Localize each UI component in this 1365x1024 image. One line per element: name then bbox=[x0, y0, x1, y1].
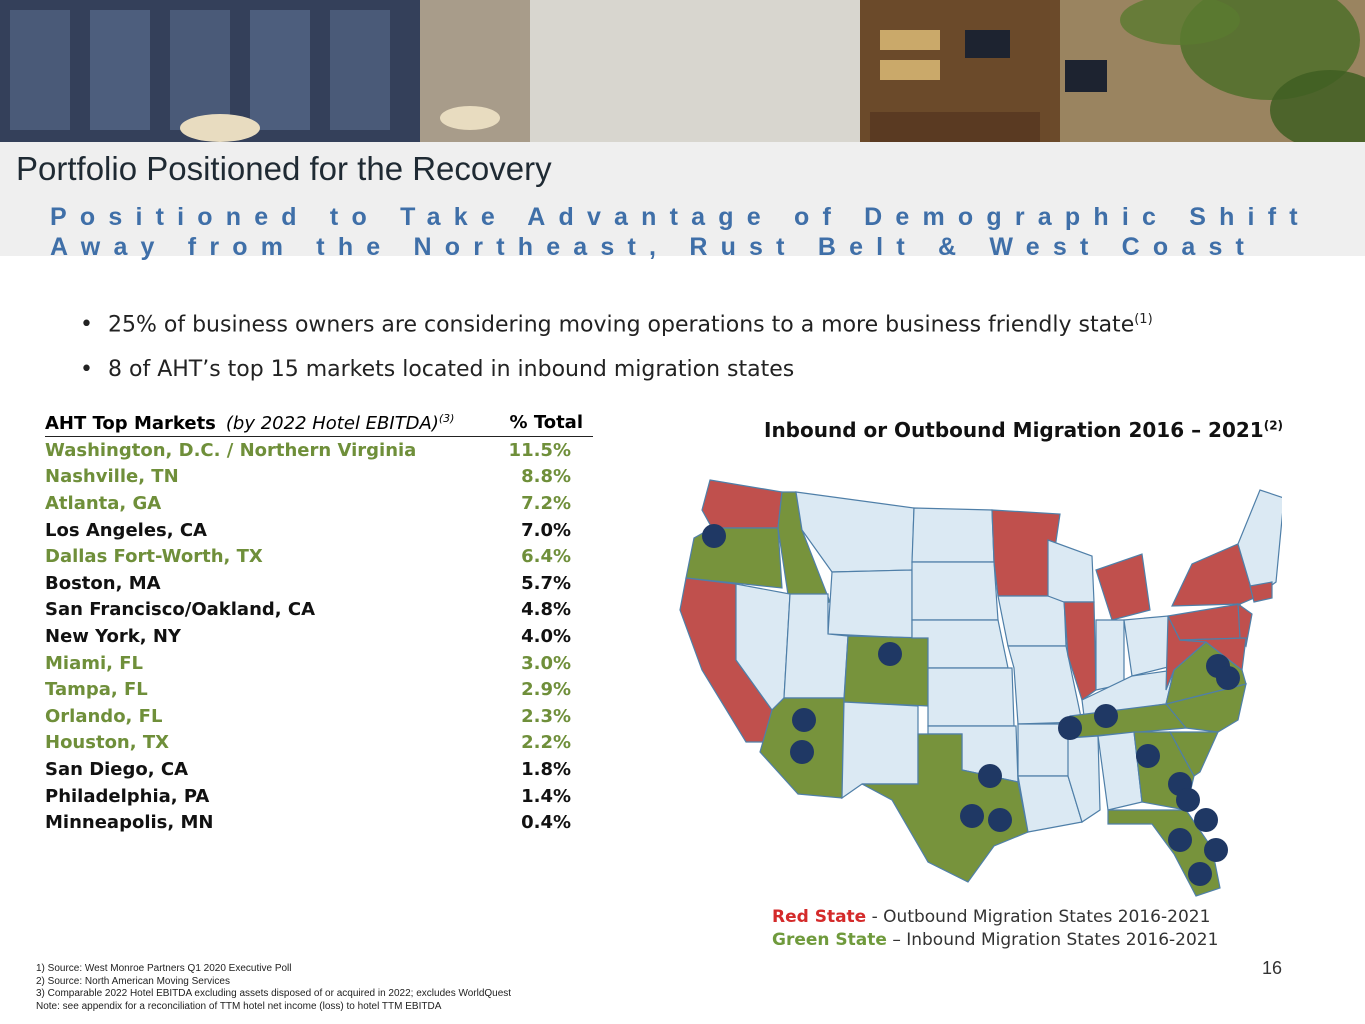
market-name: Tampa, FL bbox=[45, 679, 148, 701]
hotel-marker bbox=[978, 764, 1002, 788]
market-row bbox=[45, 517, 593, 544]
header-photo bbox=[0, 0, 1365, 145]
market-row bbox=[45, 464, 593, 491]
legend-green bbox=[772, 929, 1218, 952]
state-ohio bbox=[1124, 616, 1172, 676]
state-michigan bbox=[1096, 554, 1150, 620]
page-subtitle: Positioned to Take Advantage of Demographic Shift Away from the Northeast, Rust Belt & West Coast bbox=[50, 203, 1311, 261]
market-row bbox=[45, 756, 593, 783]
hotel-marker bbox=[1058, 716, 1082, 740]
bullet-list bbox=[80, 312, 1153, 402]
bullet-note: (1) bbox=[1134, 312, 1153, 327]
market-name: Miami, FL bbox=[45, 652, 144, 674]
bullet-item bbox=[80, 312, 1153, 337]
hotel-marker bbox=[1188, 862, 1212, 886]
legend-red bbox=[772, 906, 1218, 929]
market-name: Dallas Fort-Worth, TX bbox=[45, 546, 263, 568]
market-pct: 3.0% bbox=[521, 652, 571, 674]
markets-header-label: AHT Top Markets bbox=[45, 413, 216, 434]
state-north-dakota bbox=[912, 508, 994, 562]
market-name: Washington, D.C. / Northern Virginia bbox=[45, 439, 417, 461]
hotel-marker bbox=[1136, 744, 1160, 768]
legend-green-text: – Inbound Migration States 2016-2021 bbox=[886, 930, 1219, 950]
market-row bbox=[45, 490, 593, 517]
bullet-dot: • bbox=[80, 312, 93, 337]
market-row bbox=[45, 703, 593, 730]
map-title bbox=[764, 418, 1283, 442]
market-name: Atlanta, GA bbox=[45, 492, 162, 514]
markets-table bbox=[45, 412, 593, 836]
bullet-text: 8 of AHT’s top 15 markets located in inbound migration states bbox=[108, 357, 795, 383]
market-pct: 2.2% bbox=[521, 732, 571, 754]
market-name: Orlando, FL bbox=[45, 705, 163, 727]
market-row bbox=[45, 543, 593, 570]
market-row bbox=[45, 676, 593, 703]
market-pct: 7.2% bbox=[521, 492, 571, 514]
hotel-marker bbox=[790, 740, 814, 764]
footnote: 3) Comparable 2022 Hotel EBITDA excluding assets disposed of or acquired in 2022; excludes WorldQuest bbox=[36, 988, 512, 999]
market-row bbox=[45, 809, 593, 836]
footnotes bbox=[36, 963, 511, 1013]
state-oregon bbox=[686, 528, 782, 588]
state-indiana bbox=[1096, 620, 1124, 690]
market-pct: 11.5% bbox=[508, 439, 571, 461]
hotel-marker bbox=[1204, 838, 1228, 862]
hotel-marker bbox=[792, 708, 816, 732]
page-number: 16 bbox=[1262, 958, 1283, 978]
market-pct: 0.4% bbox=[521, 812, 571, 834]
state-washington bbox=[702, 480, 782, 528]
hotel-marker bbox=[988, 808, 1012, 832]
hotel-marker bbox=[1094, 704, 1118, 728]
market-row bbox=[45, 650, 593, 677]
legend-red-text: - Outbound Migration States 2016-2021 bbox=[866, 907, 1211, 927]
hotel-marker bbox=[878, 642, 902, 666]
map-legend bbox=[772, 906, 1218, 952]
market-pct: 1.8% bbox=[521, 758, 571, 780]
market-name: Philadelphia, PA bbox=[45, 785, 210, 807]
legend-red-label: Red State bbox=[772, 907, 867, 927]
footnote: 1) Source: West Monroe Partners Q1 2020 Executive Poll bbox=[36, 963, 292, 974]
market-pct: 1.4% bbox=[521, 785, 571, 807]
market-pct: 7.0% bbox=[521, 519, 571, 541]
state-south-dakota bbox=[912, 562, 998, 620]
page-title: Portfolio Positioned for the Recovery bbox=[16, 150, 552, 187]
market-row bbox=[45, 783, 593, 810]
map-title-note: (2) bbox=[1263, 418, 1284, 433]
markets-header-note: (3) bbox=[438, 412, 455, 425]
state-wisconsin bbox=[1048, 540, 1094, 602]
hotel-marker bbox=[1176, 788, 1200, 812]
market-name: Nashville, TN bbox=[45, 466, 179, 488]
market-row bbox=[45, 730, 593, 757]
hotel-marker bbox=[702, 524, 726, 548]
market-row bbox=[45, 570, 593, 597]
state-iowa bbox=[998, 596, 1066, 646]
state-wyoming bbox=[828, 570, 912, 638]
markets-header-pct: % Total bbox=[509, 412, 583, 433]
legend-green-label: Green State bbox=[772, 930, 887, 950]
state-kansas bbox=[928, 668, 1014, 726]
market-pct: 2.3% bbox=[521, 705, 571, 727]
hotel-marker bbox=[960, 804, 984, 828]
hotel-marker bbox=[1194, 808, 1218, 832]
market-name: Houston, TX bbox=[45, 732, 170, 754]
market-name: Boston, MA bbox=[45, 572, 161, 594]
market-pct: 4.8% bbox=[521, 599, 571, 621]
bullet-dot: • bbox=[80, 357, 93, 383]
market-row bbox=[45, 623, 593, 650]
markets-header-left bbox=[45, 412, 454, 436]
hotel-marker bbox=[1168, 828, 1192, 852]
markets-table-body bbox=[45, 437, 593, 836]
market-name: San Diego, CA bbox=[45, 758, 189, 780]
market-row bbox=[45, 437, 593, 464]
market-pct: 8.8% bbox=[521, 466, 571, 488]
market-row bbox=[45, 597, 593, 624]
market-pct: 6.4% bbox=[521, 546, 571, 568]
footnote: Note: see appendix for a reconciliation of TTM hotel net income (loss) to hotel TTM EBITDA bbox=[36, 1000, 442, 1012]
market-name: Los Angeles, CA bbox=[45, 519, 207, 541]
footnote: 2) Source: North American Moving Services bbox=[36, 975, 230, 987]
us-migration-map bbox=[672, 470, 1282, 905]
bullet-text: 25% of business owners are considering moving operations to a more business friendly state bbox=[108, 312, 1135, 338]
market-pct: 2.9% bbox=[521, 679, 571, 701]
market-name: New York, NY bbox=[45, 625, 181, 647]
markets-table-header bbox=[45, 412, 593, 437]
market-name: San Francisco/Oakland, CA bbox=[45, 599, 316, 621]
hotel-marker bbox=[1216, 666, 1240, 690]
state-connecticut bbox=[1250, 582, 1272, 602]
state-pennsylvania bbox=[1168, 604, 1246, 640]
market-pct: 5.7% bbox=[521, 572, 571, 594]
market-pct: 4.0% bbox=[521, 625, 571, 647]
bullet-item bbox=[80, 357, 1153, 382]
markets-header-sub: (by 2022 Hotel EBITDA) bbox=[225, 413, 439, 434]
market-name: Minneapolis, MN bbox=[45, 812, 214, 834]
map-title-text: Inbound or Outbound Migration 2016 – 2021 bbox=[764, 418, 1264, 442]
